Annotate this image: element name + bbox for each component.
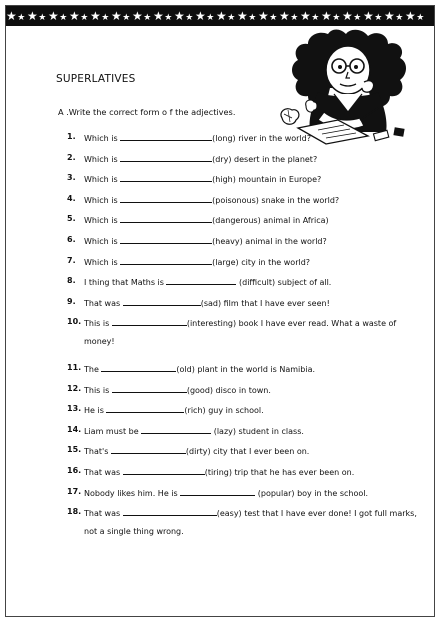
answer-blank[interactable] [120, 214, 212, 223]
star-icon: ★ [405, 9, 417, 23]
question-number: 8. [67, 276, 76, 285]
star-icon: ★ [279, 9, 291, 23]
question-text: That's [84, 447, 111, 456]
question-number: 1. [67, 132, 76, 141]
answer-blank[interactable] [112, 317, 187, 326]
question-number: 13. [67, 404, 82, 413]
star-icon: ★ [353, 13, 363, 23]
question-text: Which is [84, 196, 121, 205]
question-number: 18. [67, 507, 82, 516]
answer-blank[interactable] [106, 404, 184, 413]
star-icon: ★ [122, 13, 132, 23]
question-text: (heavy) animal in the world? [212, 237, 327, 246]
question-number: 10. [67, 317, 82, 326]
question-text: That was [84, 509, 123, 518]
star-icon: ★ [258, 9, 270, 23]
star-icon: ★ [69, 9, 81, 23]
star-icon: ★ [48, 9, 60, 23]
question-text: Which is [84, 155, 121, 164]
star-icon: ★ [6, 9, 18, 23]
star-icon: ★ [111, 9, 123, 23]
question-text: (rich) guy in school. [184, 406, 264, 415]
star-icon: ★ [374, 13, 384, 23]
question-text: (old) plant in the world is Namibia. [176, 365, 316, 374]
star-icon: ★ [59, 13, 69, 23]
star-icon: ★ [206, 13, 216, 23]
star-icon: ★ [195, 9, 207, 23]
question-number: 14. [67, 425, 82, 434]
question-text: Which is [84, 134, 121, 143]
star-icon: ★ [332, 13, 342, 23]
star-icon: ★ [17, 13, 27, 23]
answer-blank[interactable] [112, 384, 187, 393]
instruction-text: A .Write the correct form o f the adjectives. [58, 107, 236, 117]
question-text: Nobody likes him. He is [84, 489, 181, 498]
student-with-books-icon [268, 28, 418, 146]
answer-blank[interactable] [120, 235, 212, 244]
question-number: 2. [67, 153, 76, 162]
star-icon: ★ [174, 9, 186, 23]
question-text: (high) mountain in Europe? [212, 175, 322, 184]
question-text: (tiring) trip that he has ever been on. [204, 468, 355, 477]
question-text: That was [84, 299, 123, 308]
question-text: (sad) film that I have ever seen! [200, 299, 330, 308]
answer-blank[interactable] [120, 132, 212, 141]
answer-blank[interactable] [101, 363, 176, 372]
question-text: (poisonous) snake in the world? [212, 196, 340, 205]
question-text: This is [84, 319, 112, 328]
answer-blank[interactable] [111, 445, 186, 454]
star-icon: ★ [90, 9, 102, 23]
star-icon: ★ [101, 13, 111, 23]
star-icon: ★ [342, 9, 354, 23]
star-icon: ★ [38, 13, 48, 23]
star-icon: ★ [237, 9, 249, 23]
answer-blank[interactable] [180, 487, 255, 496]
question-text: He is [84, 406, 107, 415]
question-text: (dangerous) animal in Africa) [212, 216, 329, 225]
question-text: (interesting) book I have ever read. What a waste of [186, 319, 397, 328]
answer-blank[interactable] [120, 194, 212, 203]
question-text: That was [84, 468, 123, 477]
question-text: I thing that Maths is [84, 278, 167, 287]
question-text: money! [84, 337, 115, 346]
answer-blank[interactable] [120, 153, 212, 162]
star-icon: ★ [164, 13, 174, 23]
question-number: 16. [67, 466, 82, 475]
question-text: (lazy) student in class. [211, 427, 304, 436]
star-icon: ★ [143, 13, 153, 23]
question-text: (large) city in the world? [212, 258, 311, 267]
question-number: 7. [67, 256, 76, 265]
star-icon: ★ [248, 13, 258, 23]
question-text: (good) disco in town. [186, 386, 271, 395]
star-icon: ★ [384, 9, 396, 23]
question-number: 15. [67, 445, 82, 454]
answer-blank[interactable] [123, 507, 217, 516]
question-text: Which is [84, 175, 121, 184]
star-icon: ★ [27, 9, 39, 23]
question-text: (difficult) subject of all. [236, 278, 332, 287]
star-icon: ★ [80, 13, 90, 23]
question-number: 17. [67, 487, 82, 496]
star-icon: ★ [395, 13, 405, 23]
answer-blank[interactable] [141, 425, 211, 434]
question-text: not a single thing wrong. [84, 527, 184, 536]
answer-blank[interactable] [123, 466, 205, 475]
question-number: 3. [67, 173, 76, 182]
question-number: 12. [67, 384, 82, 393]
question-number: 9. [67, 297, 76, 306]
question-number: 5. [67, 214, 76, 223]
star-icon: ★ [300, 9, 312, 23]
question-text: Liam must be [84, 427, 142, 436]
question-text: Which is [84, 258, 121, 267]
question-text: (long) river in the world? [212, 134, 311, 143]
star-icon: ★ [216, 9, 228, 23]
answer-blank[interactable] [120, 173, 212, 182]
star-icon: ★ [363, 9, 375, 23]
star-border [6, 6, 434, 26]
star-icon: ★ [185, 13, 195, 23]
star-icon: ★ [269, 13, 279, 23]
question-text: (dirty) city that I ever been on. [185, 447, 310, 456]
worksheet-page [5, 5, 435, 617]
question-text: This is [84, 386, 112, 395]
star-icon: ★ [290, 13, 300, 23]
question-text: The [84, 365, 102, 374]
question-number: 6. [67, 235, 76, 244]
star-icon: ★ [227, 13, 237, 23]
star-icon: ★ [416, 13, 426, 23]
question-number: 4. [67, 194, 76, 203]
question-number: 11. [67, 363, 82, 372]
question-text: Which is [84, 216, 121, 225]
answer-blank[interactable] [120, 256, 212, 265]
worksheet-title: SUPERLATIVES [56, 73, 136, 85]
question-text: Which is [84, 237, 121, 246]
question-text: (dry) desert in the planet? [212, 155, 318, 164]
answer-blank[interactable] [166, 276, 236, 285]
question-text: (easy) test that I have ever done! I got full marks, [216, 509, 417, 518]
question-text: (popular) boy in the school. [255, 489, 369, 498]
answer-blank[interactable] [123, 297, 201, 306]
star-icon: ★ [132, 9, 144, 23]
star-icon: ★ [321, 9, 333, 23]
star-icon: ★ [311, 13, 321, 23]
star-icon: ★ [153, 9, 165, 23]
